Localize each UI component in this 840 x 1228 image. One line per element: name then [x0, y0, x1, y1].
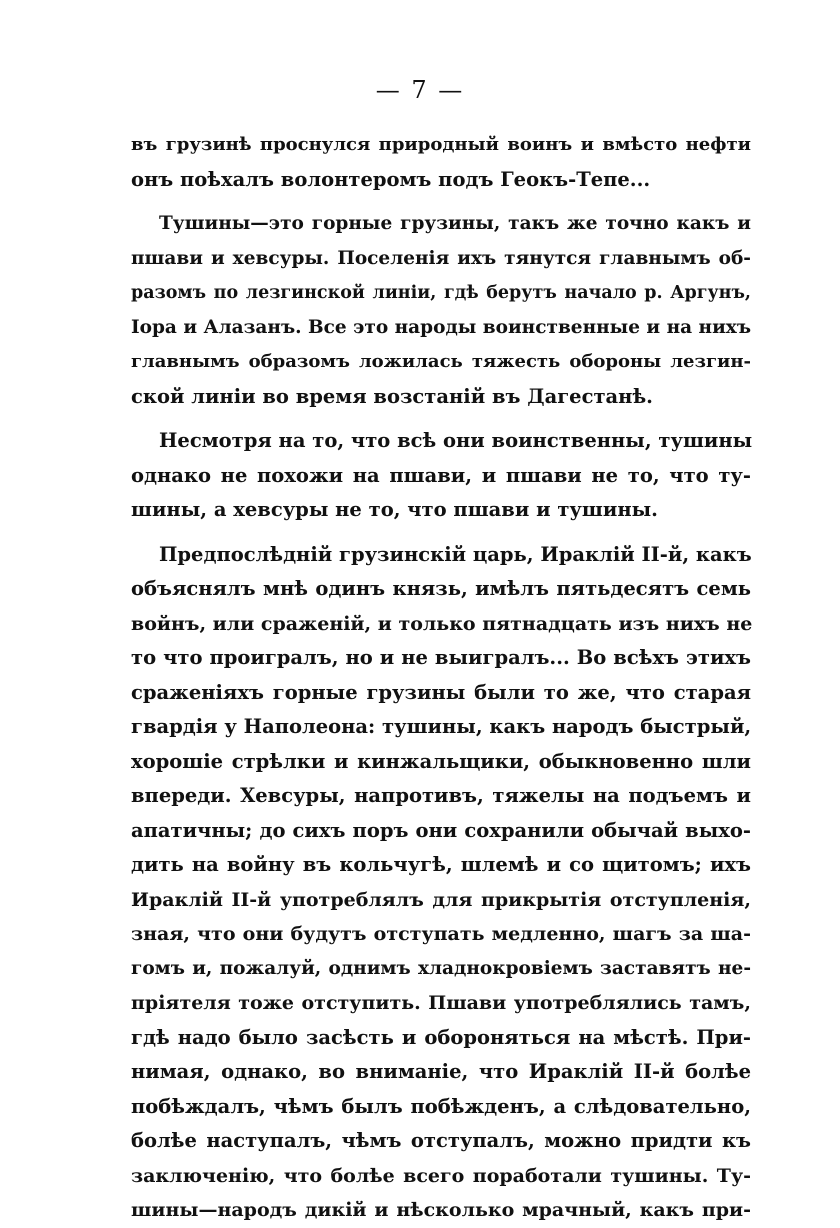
text-line: онъ поѣхалъ волонтеромъ подъ Геокъ-Тепе... [131, 167, 651, 191]
text-line: Іора и Алазанъ. Все это народы воинственные и на нихъ [131, 316, 752, 338]
text-line: Тушины—это горные грузины, такъ же точно какъ и [159, 213, 751, 234]
text-line: главнымъ образомъ ложилась тяжесть обороны лезгин- [131, 351, 751, 372]
text-line: разомъ по лезгинской линіи, гдѣ берутъ начало р. Аргунъ, [131, 283, 751, 303]
text-line: болѣе наступалъ, чѣмъ отступалъ, можно придти къ [131, 1129, 751, 1152]
text-line: хорошіе стрѣлки и кинжальщики, обыкновенно шли [131, 749, 751, 773]
text-line: побѣждалъ, чѣмъ былъ побѣжденъ, а слѣдовательно, [131, 1094, 751, 1118]
text-line: гвардія у Наполеона: тушины, какъ народъ быстрый, [131, 715, 752, 738]
text-line: однако не похожи на пшави, и пшави не то, что ту- [131, 463, 751, 487]
text-line: нимая, однако, во вниманіе, что Ираклій II-й болѣе [131, 1060, 751, 1083]
text-line: гдѣ надо было засѣсть и обороняться на мѣстѣ. При- [131, 1025, 751, 1049]
text-line: шины—народъ дикій и нѣсколько мрачный, какъ при- [131, 1199, 751, 1221]
text-line: сраженіяхъ горные грузины были то же, что старая [131, 680, 751, 704]
text-line: пшави и хевсуры. Поселенія ихъ тянутся главнымъ об- [131, 247, 751, 269]
text-line: объяснялъ мнѣ одинъ князь, имѣлъ пятьдесятъ семь [131, 577, 751, 600]
text-line: Предпослѣдній грузинскій царь, Ираклій II-й, какъ [159, 542, 752, 566]
text-line: дить на войну въ кольчугѣ, шлемѣ и со щитомъ; ихъ [131, 853, 751, 876]
text-line: апатичны; до сихъ поръ они сохранили обычай выхо- [131, 818, 751, 842]
text-line: войнъ, или сраженій, и только пятнадцать изъ нихъ не [131, 612, 753, 635]
text-line: въ грузинѣ проснулся природный воинъ и вмѣсто нефти [131, 134, 751, 155]
text-line: Несмотря на то, что всѣ они воинственны, тушины [159, 429, 753, 452]
body-text [131, 128, 751, 1228]
text-line: шины, а хевсуры не то, что пшави и тушины. [131, 498, 658, 521]
page-number: — 7 — [375, 76, 465, 104]
text-line: заключенію, что болѣе всего поработали тушины. Ту- [131, 1164, 751, 1187]
text-line: впереди. Хевсуры, напротивъ, тяжелы на подъемъ и [131, 784, 751, 807]
text-line: гомъ и, пожалуй, однимъ хладнокровіемъ заставятъ не- [131, 957, 751, 979]
text-line: Ираклій II-й употреблялъ для прикрытія отступленія, [131, 888, 751, 911]
text-line: то что проигралъ, но и не выигралъ... Во всѣхъ этихъ [131, 646, 751, 669]
text-line: зная, что они будутъ отступать медленно, шагъ за ша- [131, 923, 751, 945]
text-line: ской линіи во время возстаній въ Дагестанѣ. [131, 384, 653, 408]
text-line: пріятеля тоже отступить. Пшави употреблялись тамъ, [131, 992, 751, 1014]
